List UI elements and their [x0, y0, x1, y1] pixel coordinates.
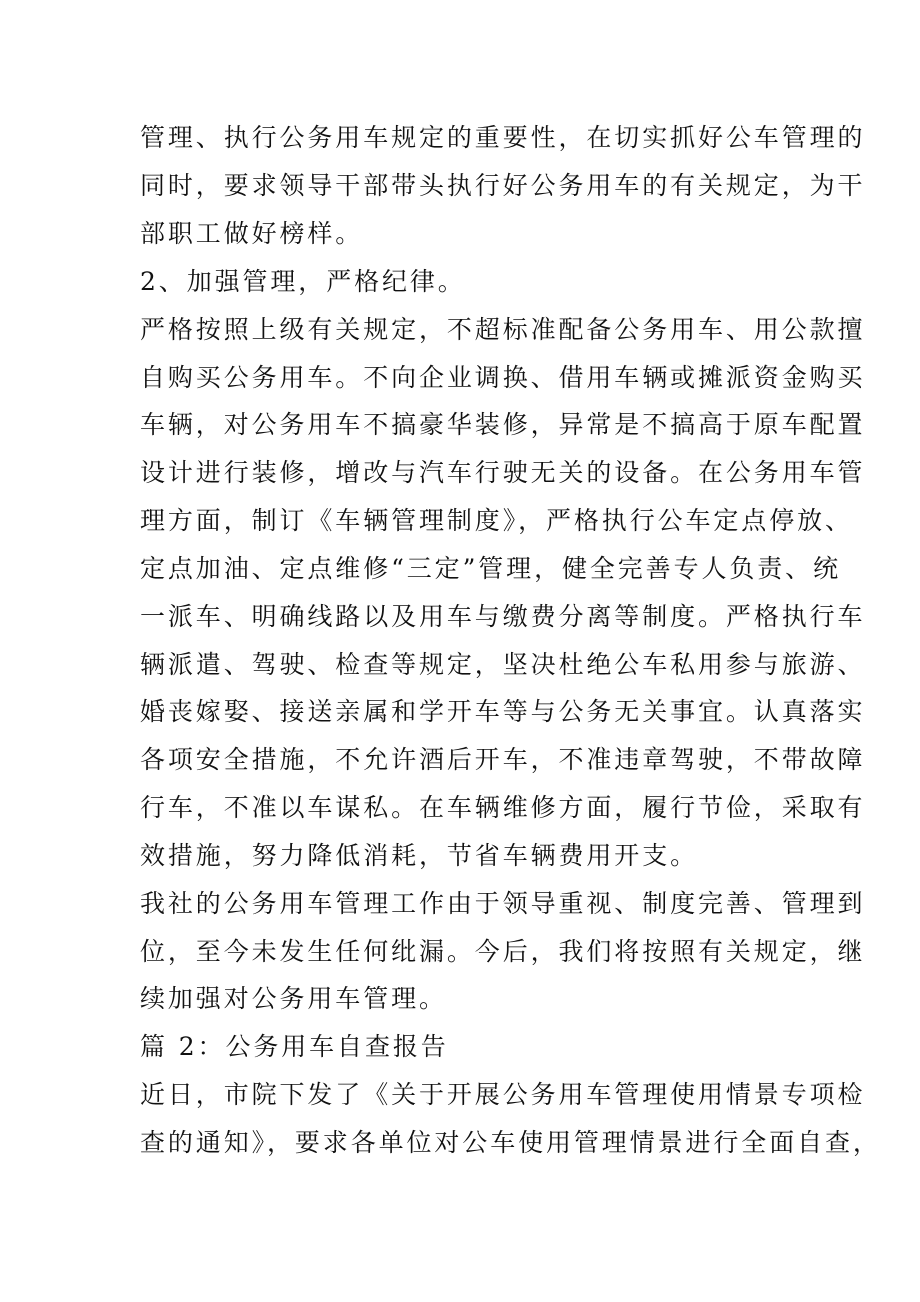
text-line: 严格按照上级有关规定，不超标准配备公务用车、用公款擅: [140, 315, 866, 344]
text-line: 近日，市院下发了《关于开展公务用车管理使用情景专项检: [140, 1080, 866, 1109]
text-line: 各项安全措施，不允许酒后开车，不准违章驾驶，不带故障: [140, 745, 866, 774]
text-line: 我社的公务用车管理工作由于领导重视、制度完善、管理到: [140, 889, 866, 918]
text-line: 续加强对公务用车管理。: [140, 984, 447, 1013]
text-line: 一派车、明确线路以及用车与缴费分离等制度。严格执行车: [140, 602, 866, 631]
text-line: 设计进行装修，增改与汽车行驶无关的设备。在公务用车管: [140, 458, 866, 487]
text-line: 效措施，努力降低消耗，节省车辆费用开支。: [140, 841, 699, 870]
text-line: 管理、执行公务用车规定的重要性，在切实抓好公车管理的: [140, 123, 866, 152]
section-heading: 篇 2：公务用车自查报告: [140, 1032, 449, 1061]
text-line: 车辆，对公务用车不搞豪华装修，异常是不搞高于原车配置: [140, 410, 866, 439]
text-line: 定点加油、定点维修“三定”管理，健全完善专人负责、统: [140, 554, 841, 583]
text-line: 查的通知》，要求各单位对公车使用管理情景进行全面自查，: [140, 1128, 881, 1157]
text-line: 辆派遣、驾驶、检查等规定，坚决杜绝公车私用参与旅游、: [140, 650, 866, 679]
text-line: 婚丧嫁娶、接送亲属和学开车等与公务无关事宜。认真落实: [140, 697, 866, 726]
text-line: 部职工做好榜样。: [140, 219, 364, 248]
section-heading: 2、加强管理，严格纪律。: [140, 267, 466, 296]
text-line: 理方面，制订《车辆管理制度》，严格执行公车定点停放、: [140, 506, 853, 535]
text-line: 同时，要求领导干部带头执行好公务用车的有关规定，为干: [140, 171, 866, 200]
text-line: 位，至今未发生任何纰漏。今后，我们将按照有关规定，继: [140, 937, 866, 966]
text-line: 自购买公务用车。不向企业调换、借用车辆或摊派资金购买: [140, 363, 866, 392]
text-line: 行车，不准以车谋私。在车辆维修方面，履行节俭，采取有: [140, 793, 866, 822]
